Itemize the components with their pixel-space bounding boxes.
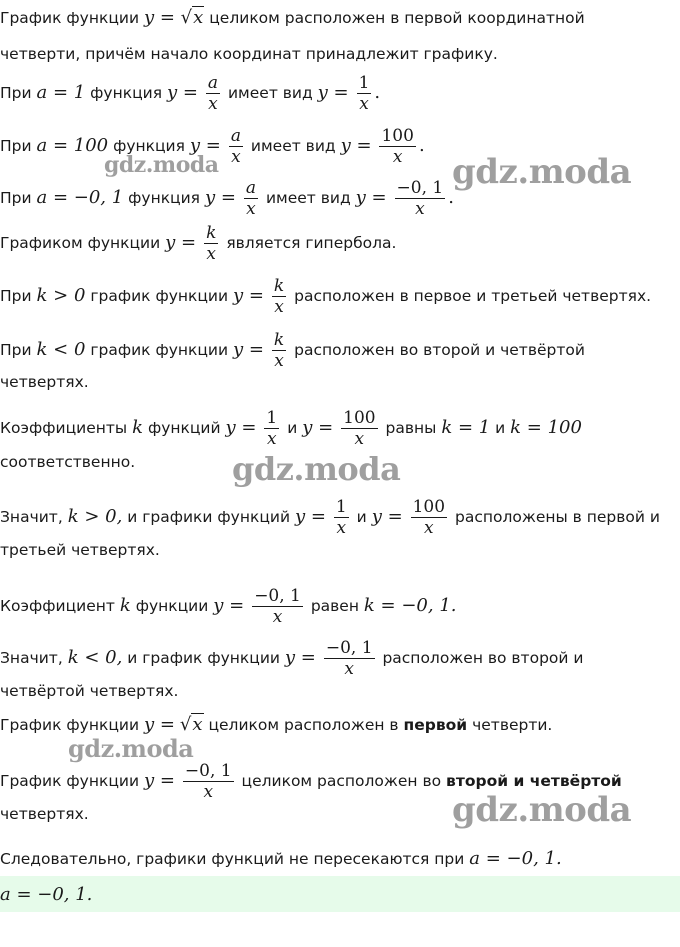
text: функция <box>90 84 163 102</box>
text: При <box>0 137 32 155</box>
text-line <box>0 761 622 802</box>
math-expr: y = <box>294 506 326 527</box>
numerator: k <box>273 330 285 350</box>
text: четвертях. <box>0 805 89 823</box>
math-expr: y = <box>284 647 316 668</box>
text-line <box>0 800 89 828</box>
text: четвёртой четвертях. <box>0 682 179 700</box>
text: расположен во второй и четвёртой <box>294 341 585 359</box>
text-line <box>0 408 582 449</box>
text-line <box>0 330 585 371</box>
watermark: gdz.moda <box>452 790 632 830</box>
watermark: gdz.moda <box>104 152 219 178</box>
math-expr: y = <box>225 417 257 438</box>
math-expr: k = 1 <box>441 417 491 438</box>
text: целиком расположен в <box>208 716 399 734</box>
period: . <box>374 82 381 103</box>
watermark: gdz.moda <box>452 152 632 192</box>
text-line <box>0 178 454 219</box>
fraction <box>252 586 303 627</box>
denominator: x <box>336 518 347 538</box>
text-line <box>0 677 178 705</box>
text-line <box>0 536 160 564</box>
numerator: −0, 1 <box>254 586 301 606</box>
watermark: gdz.moda <box>68 734 194 763</box>
math-var: y <box>143 7 155 28</box>
text: функций <box>147 419 221 437</box>
sqrt-radicand: x <box>193 7 204 28</box>
text: является гипербола. <box>226 234 397 252</box>
math-expr: k = 100 <box>510 417 582 438</box>
denominator: x <box>424 518 434 538</box>
text: При <box>0 84 32 102</box>
math-expr: y = <box>340 135 372 156</box>
fraction <box>411 497 447 538</box>
text: При <box>0 287 32 305</box>
math-expr: k = −0, 1. <box>363 595 457 616</box>
math-expr: y = <box>143 770 175 791</box>
text: четверти, причём начало координат принадлежит графику. <box>0 45 498 63</box>
math-expr: k > 0 <box>36 285 86 306</box>
math-expr: a = 1 <box>36 82 86 103</box>
text: целиком расположен во <box>241 772 442 790</box>
text: и <box>495 419 506 437</box>
fraction <box>244 178 258 219</box>
math-expr: y = <box>233 339 264 360</box>
fraction <box>324 638 375 679</box>
fraction <box>272 276 286 317</box>
math-expr: a = 100 <box>36 135 109 156</box>
text: имеет вид <box>250 137 336 155</box>
text: При <box>0 341 32 359</box>
text: Коэффициент <box>0 597 115 615</box>
math-expr: k <box>119 595 131 616</box>
fraction <box>341 408 377 449</box>
math-expr: y = <box>189 135 221 156</box>
denominator: x <box>359 94 369 114</box>
math-expr: y = <box>213 595 245 616</box>
text-line <box>0 497 660 538</box>
numerator: 100 <box>412 497 446 517</box>
text: График функции <box>0 772 140 790</box>
text: График функции <box>0 9 140 27</box>
text: функция <box>113 137 185 155</box>
text: Значит, <box>0 649 63 667</box>
text-line <box>0 4 585 32</box>
text: график функции <box>90 287 229 305</box>
text-line <box>0 40 498 68</box>
numerator: 1 <box>266 408 278 428</box>
denominator: x <box>203 782 214 802</box>
text: равен <box>310 597 359 615</box>
math-eq: = <box>154 7 181 28</box>
text: соответственно. <box>0 453 136 471</box>
text: график функции <box>90 341 229 359</box>
text: При <box>0 189 32 207</box>
answer-text: a = −0, 1. <box>0 883 93 905</box>
text-line <box>0 368 89 396</box>
text-line <box>0 638 584 679</box>
text-line <box>0 73 381 114</box>
denominator: x <box>267 429 277 449</box>
denominator: x <box>231 147 241 167</box>
math-expr: y = <box>143 714 175 735</box>
numerator: a <box>230 126 241 146</box>
fraction <box>379 126 415 167</box>
text: и графики функций <box>127 508 291 526</box>
denominator: x <box>272 607 283 627</box>
numerator: 100 <box>343 408 376 428</box>
math-expr: k > 0, <box>67 506 123 527</box>
text-line <box>0 586 457 627</box>
math-expr: y = <box>166 82 198 103</box>
text: Значит, <box>0 508 63 526</box>
text: функция <box>128 189 201 207</box>
watermark: gdz.moda <box>232 450 401 488</box>
text: четвертях. <box>0 373 89 391</box>
text: и <box>356 508 367 526</box>
math-expr: k <box>132 417 143 438</box>
denominator: x <box>206 244 217 264</box>
denominator: x <box>354 429 365 449</box>
text: третьей четвертях. <box>0 541 160 559</box>
numerator: 1 <box>335 497 347 517</box>
text: четверти. <box>472 716 553 734</box>
fraction <box>204 223 218 264</box>
text-line <box>0 448 135 476</box>
denominator: x <box>415 199 425 219</box>
denominator: x <box>208 94 218 114</box>
fraction <box>272 330 286 371</box>
period: . <box>418 135 425 156</box>
math-expr: y = <box>317 82 349 103</box>
emphasis-text: второй и четвёртой <box>446 772 622 790</box>
fraction <box>357 73 372 114</box>
fraction <box>334 497 349 538</box>
denominator: x <box>344 659 354 679</box>
sqrt-expr: √x <box>180 7 204 28</box>
text: Графиком функции <box>0 234 161 252</box>
period: . <box>448 187 454 208</box>
math-expr: y = <box>302 417 334 438</box>
denominator: x <box>274 297 284 317</box>
fraction <box>183 761 234 802</box>
numerator: 100 <box>381 126 414 146</box>
denominator: x <box>246 199 256 219</box>
fraction <box>264 408 279 449</box>
text: График функции <box>0 716 140 734</box>
numerator: a <box>245 178 257 198</box>
fraction <box>395 178 446 219</box>
text: и <box>287 419 298 437</box>
math-expr: y = <box>233 285 264 306</box>
numerator: −0, 1 <box>184 761 232 781</box>
math-expr: y = <box>371 506 403 527</box>
sqrt-expr: √x <box>179 714 203 735</box>
text-line <box>0 223 397 264</box>
numerator: −0, 1 <box>325 638 373 658</box>
text-line <box>0 276 652 317</box>
numerator: 1 <box>358 73 370 93</box>
numerator: k <box>206 223 217 243</box>
fraction <box>206 73 220 114</box>
numerator: −0, 1 <box>396 178 444 198</box>
text: равны <box>385 419 437 437</box>
text: функции <box>135 597 209 615</box>
text: расположен во второй и <box>382 649 584 667</box>
fraction <box>229 126 243 167</box>
text: и график функции <box>127 649 280 667</box>
text-line <box>0 845 562 873</box>
math-expr: k < 0, <box>67 647 123 668</box>
math-expr: a = −0, 1 <box>36 187 124 208</box>
math-expr: a = −0, 1. <box>469 848 562 869</box>
math-expr: y = <box>204 187 236 208</box>
text: расположены в первой и <box>455 508 660 526</box>
text: имеет вид <box>227 84 313 102</box>
math-expr: y = <box>165 232 197 253</box>
text: Коэффициенты <box>0 419 128 437</box>
sqrt-radicand: x <box>192 714 203 735</box>
denominator: x <box>274 351 284 371</box>
emphasis-text: первой <box>403 716 468 734</box>
math-expr: y = <box>355 187 387 208</box>
text: Следовательно, графики функций не пересекаются при <box>0 850 465 868</box>
text: целиком расположен в первой координатной <box>209 9 585 27</box>
answer-box <box>0 876 680 912</box>
numerator: a <box>207 73 219 93</box>
math-expr: k < 0 <box>36 339 86 360</box>
text: имеет вид <box>265 189 351 207</box>
text: расположен в первое и третьей четвертях. <box>294 287 652 305</box>
numerator: k <box>273 276 285 296</box>
denominator: x <box>392 147 403 167</box>
